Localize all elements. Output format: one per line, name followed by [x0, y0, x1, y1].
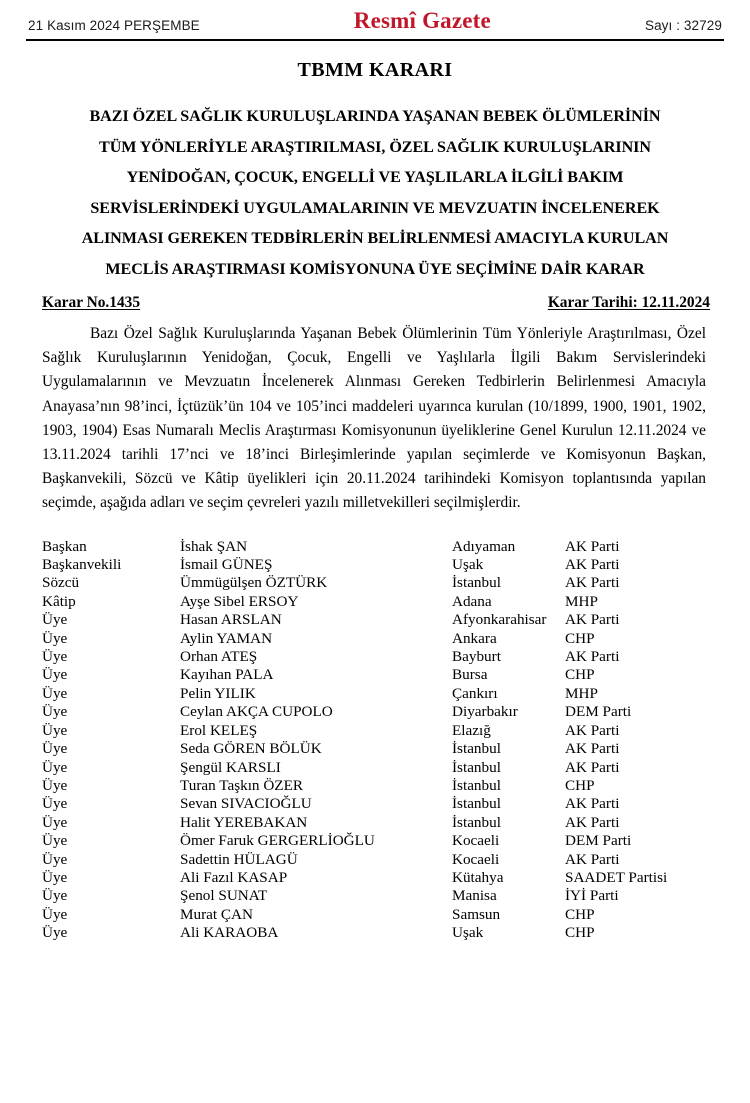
member-name: Erol KELEŞ	[180, 721, 258, 739]
title-line: TÜM YÖNLERİYLE ARAŞTIRILMASI, ÖZEL SAĞLIK KURULUŞLARININ	[99, 138, 651, 156]
member-name: Kayıhan PALA	[180, 666, 274, 684]
member-role: Üye	[42, 795, 68, 813]
table-row	[42, 777, 667, 795]
decision-meta	[42, 294, 710, 312]
member-role: Üye	[42, 813, 68, 831]
member-province: Bayburt	[452, 648, 501, 666]
member-role: Üye	[42, 924, 68, 942]
table-row	[42, 685, 667, 703]
member-name: Turan Taşkın ÖZER	[180, 776, 303, 794]
member-name: Pelin YILIK	[180, 684, 256, 702]
table-row	[42, 556, 667, 574]
member-name: Ayşe Sibel ERSOY	[180, 592, 299, 610]
member-party: MHP	[565, 592, 598, 610]
member-name: İsmail GÜNEŞ	[180, 556, 273, 574]
member-party: CHP	[565, 666, 595, 684]
member-role: Üye	[42, 721, 68, 739]
member-name: Sevan SIVACIOĞLU	[180, 795, 312, 813]
table-row	[42, 593, 667, 611]
member-party: CHP	[565, 776, 595, 794]
member-party: AK Parti	[565, 574, 620, 592]
table-row	[42, 611, 667, 629]
title-line: SERVİSLERİNDEKİ UYGULAMALARININ VE MEVZUATIN İNCELENEREK	[90, 199, 660, 217]
table-row	[42, 648, 667, 666]
members-table-body	[42, 538, 667, 943]
member-role: Başkan	[42, 537, 87, 555]
member-role: Üye	[42, 832, 68, 850]
member-province: Afyonkarahisar	[452, 611, 547, 629]
member-role: Üye	[42, 758, 68, 776]
member-role: Üye	[42, 703, 68, 721]
member-province: İstanbul	[452, 813, 501, 831]
masthead-divider	[26, 39, 724, 41]
member-province: Çankırı	[452, 684, 498, 702]
member-name: Ali Fazıl KASAP	[180, 868, 288, 886]
member-province: Samsun	[452, 905, 501, 923]
member-party: AK Parti	[565, 556, 620, 574]
title-line: YENİDOĞAN, ÇOCUK, ENGELLİ VE YAŞLILARLA İLGİLİ BAKIM	[126, 169, 624, 186]
member-province: Kütahya	[452, 868, 504, 886]
table-row	[42, 759, 667, 777]
member-name: Şenol SUNAT	[180, 887, 268, 905]
issue-number: Sayı : 32729	[644, 17, 722, 33]
table-row	[42, 538, 667, 556]
document-kind-heading: TBMM KARARI	[297, 59, 453, 81]
table-row	[42, 887, 667, 905]
member-name: Sadettin HÜLAGÜ	[180, 850, 298, 868]
decision-body-paragraph: Bazı Özel Sağlık Kuruluşlarında Yaşanan Bebek Ölümlerinin Tüm Yönleriyle Araştırılması, Özel Sağlık Kuruluşlarının Yenidoğan, Çocuk, Engelli ve Yaşlılarla İlgili Bakım Servislerindeki Uygulamalarının ve Mevzuatın İncelenerek Alınması Gereken Tedbirlerin Belirlenmesi Amacıyla Anayasa’nın 98’inci, İçtüzük’ün 104 ve 105’inci maddeleri uyarınca kurulan (10/1899, 1900, 1901, 1902, 1903, 1904) Esas Numaralı Meclis Araştırması Komisyonunun üyeliklerine Genel Kurulun 12.11.2024 ve 13.11.2024 tarihli 17’nci ve 18’inci Birleşimlerinde yapılan seçimlerde ve Komisyonun Başkan, Başkanvekili, Sözcü ve Kâtip üyelikleri için 20.11.2024 tarihindeki Komisyon toplantısında yapılan seçimde, aşağıda adları ve seçim çevreleri yazılı milletvekilleri seçilmişlerdir.	[42, 325, 706, 512]
members-table	[42, 538, 667, 943]
member-province: Elazığ	[452, 721, 491, 739]
table-row	[42, 666, 667, 684]
member-party: AK Parti	[565, 648, 620, 666]
member-province: İstanbul	[452, 574, 501, 592]
gazette-title: Resmî Gazete	[353, 8, 491, 33]
member-role: Üye	[42, 666, 68, 684]
member-name: İshak ŞAN	[180, 537, 248, 555]
decision-date: Karar Tarihi: 12.11.2024	[547, 294, 710, 311]
member-role: Üye	[42, 868, 68, 886]
member-province: Uşak	[452, 924, 484, 942]
table-row	[42, 722, 667, 740]
member-role: Üye	[42, 905, 68, 923]
member-party: CHP	[565, 629, 595, 647]
member-province: İstanbul	[452, 795, 501, 813]
member-party: SAADET Partisi	[565, 868, 668, 886]
member-party: MHP	[565, 684, 598, 702]
table-row	[42, 795, 667, 813]
member-name: Orhan ATEŞ	[180, 648, 258, 666]
member-party: AK Parti	[565, 813, 620, 831]
member-province: İstanbul	[452, 776, 501, 794]
member-party: AK Parti	[565, 537, 620, 555]
member-role: Kâtip	[42, 592, 76, 610]
publication-date: 21 Kasım 2024 PERŞEMBE	[28, 17, 200, 33]
member-party: AK Parti	[565, 795, 620, 813]
member-party: DEM Parti	[565, 703, 632, 721]
member-name: Ömer Faruk GERGERLİOĞLU	[180, 832, 375, 850]
member-party: CHP	[565, 924, 595, 942]
member-province: Ankara	[452, 629, 497, 647]
title-line: BAZI ÖZEL SAĞLIK KURULUŞLARINDA YAŞANAN BEBEK ÖLÜMLERİNİN	[89, 108, 661, 125]
member-role: Üye	[42, 648, 68, 666]
member-name: Ali KARAOBA	[180, 924, 279, 942]
member-party: AK Parti	[565, 740, 620, 758]
table-row	[42, 740, 667, 758]
table-row	[42, 832, 667, 850]
table-row	[42, 630, 667, 648]
table-row	[42, 574, 667, 592]
member-role: Üye	[42, 611, 68, 629]
member-province: Adana	[452, 592, 492, 610]
member-role: Üye	[42, 776, 68, 794]
member-province: İstanbul	[452, 758, 501, 776]
member-province: Diyarbakır	[452, 703, 518, 721]
table-row	[42, 906, 667, 924]
member-province: Uşak	[452, 556, 484, 574]
member-province: Kocaeli	[452, 832, 500, 850]
member-name: Hasan ARSLAN	[180, 611, 282, 629]
document-title	[48, 102, 702, 285]
decision-number: Karar No.1435	[42, 294, 141, 311]
member-role: Üye	[42, 850, 68, 868]
table-row	[42, 924, 667, 942]
member-name: Şengül KARSLI	[180, 758, 281, 776]
member-role: Üye	[42, 887, 68, 905]
table-row	[42, 851, 667, 869]
member-province: Manisa	[452, 887, 497, 905]
member-name: Ceylan AKÇA CUPOLO	[180, 703, 333, 721]
table-row	[42, 814, 667, 832]
member-name: Halit YEREBAKAN	[180, 813, 308, 831]
table-row	[42, 869, 667, 887]
member-party: DEM Parti	[565, 832, 632, 850]
member-name: Ümmügülşen ÖZTÜRK	[180, 574, 328, 592]
member-party: AK Parti	[565, 611, 620, 629]
member-party: CHP	[565, 905, 595, 923]
member-party: AK Parti	[565, 721, 620, 739]
table-row	[42, 703, 667, 721]
member-role: Üye	[42, 740, 68, 758]
title-line: MECLİS ARAŞTIRMASI KOMİSYONUNA ÜYE SEÇİMİNE DAİR KARAR	[105, 260, 645, 278]
masthead	[22, 0, 728, 34]
member-party: AK Parti	[565, 850, 620, 868]
member-province: Kocaeli	[452, 850, 500, 868]
member-party: AK Parti	[565, 758, 620, 776]
member-name: Aylin YAMAN	[180, 629, 273, 647]
member-province: İstanbul	[452, 740, 501, 758]
member-province: Adıyaman	[452, 537, 516, 555]
member-role: Üye	[42, 629, 68, 647]
title-line: ALINMASI GEREKEN TEDBİRLERİN BELİRLENMESİ AMACIYLA KURULAN	[81, 230, 669, 247]
member-name: Murat ÇAN	[180, 905, 253, 923]
member-role: Sözcü	[42, 574, 80, 592]
member-province: Bursa	[452, 666, 488, 684]
member-party: İYİ Parti	[565, 887, 619, 905]
member-role: Başkanvekili	[42, 556, 122, 574]
member-role: Üye	[42, 684, 68, 702]
member-name: Seda GÖREN BÖLÜK	[180, 740, 322, 758]
